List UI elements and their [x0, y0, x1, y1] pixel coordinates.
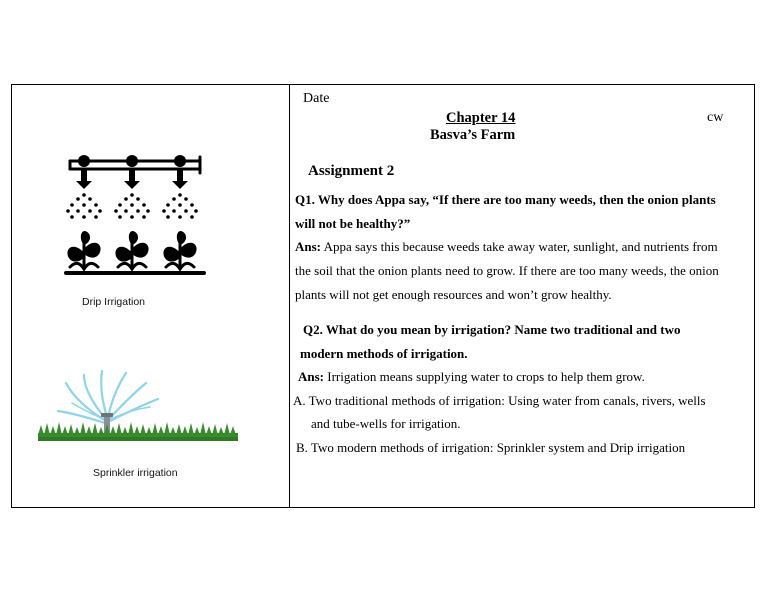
- sprinkler-irrigation-caption: Sprinkler irrigation: [93, 467, 178, 479]
- grass-strip: [38, 422, 238, 441]
- q1-question-line-2: will not be healthy?”: [295, 216, 411, 231]
- assignment-column: [290, 85, 754, 507]
- q1-answer-text-1: Appa says this because weeds take away water, sunlight, and nutrients from: [323, 239, 718, 254]
- assignment-title: Assignment 2: [308, 163, 395, 179]
- q1-answer-line-1: [295, 239, 718, 255]
- sprinkler-irrigation-icon: [36, 369, 241, 449]
- q1-ans-label: Ans:: [295, 239, 322, 254]
- q2-question-line-2: modern methods of irrigation.: [300, 346, 468, 361]
- q2-point-b: B. Two modern methods of irrigation: Sprinkler system and Drip irrigation: [296, 440, 686, 455]
- date-label: Date: [303, 91, 330, 106]
- classwork-tag: cw: [707, 110, 724, 125]
- water-drops: [66, 193, 198, 219]
- plant-seedlings: [66, 233, 204, 273]
- q2-point-a-line-1: A. Two traditional methods of irrigation: Using water from canals, rivers, wells: [293, 393, 706, 408]
- q1-question-line-1: Q1. Why does Appa say, “If there are too many weeds, then the onion plants: [295, 192, 716, 207]
- q2-question-line-1: Q2. What do you mean by irrigation? Name two traditional and two: [303, 322, 681, 337]
- q2-point-a-line-2: and tube-wells for irrigation.: [311, 416, 461, 431]
- lesson-subtitle: Basva’s Farm: [430, 127, 516, 143]
- worksheet-frame: [11, 84, 755, 508]
- q2-answer-line-1: [298, 369, 645, 385]
- chapter-title: Chapter 14: [446, 110, 516, 126]
- q2-ans-label: Ans:: [298, 369, 325, 384]
- drip-irrigation-icon: [64, 151, 214, 286]
- drip-irrigation-caption: Drip Irrigation: [82, 296, 146, 308]
- q1-answer-line-2: the soil that the onion plants need to grow. If there are too many weeds, the onion: [295, 263, 719, 278]
- q2-answer-text-1: Irrigation means supplying water to crops to help them grow.: [327, 369, 645, 384]
- q1-answer-line-3: plants will not get enough resources and won’t grow healthy.: [295, 287, 612, 302]
- illustration-column: [12, 85, 289, 507]
